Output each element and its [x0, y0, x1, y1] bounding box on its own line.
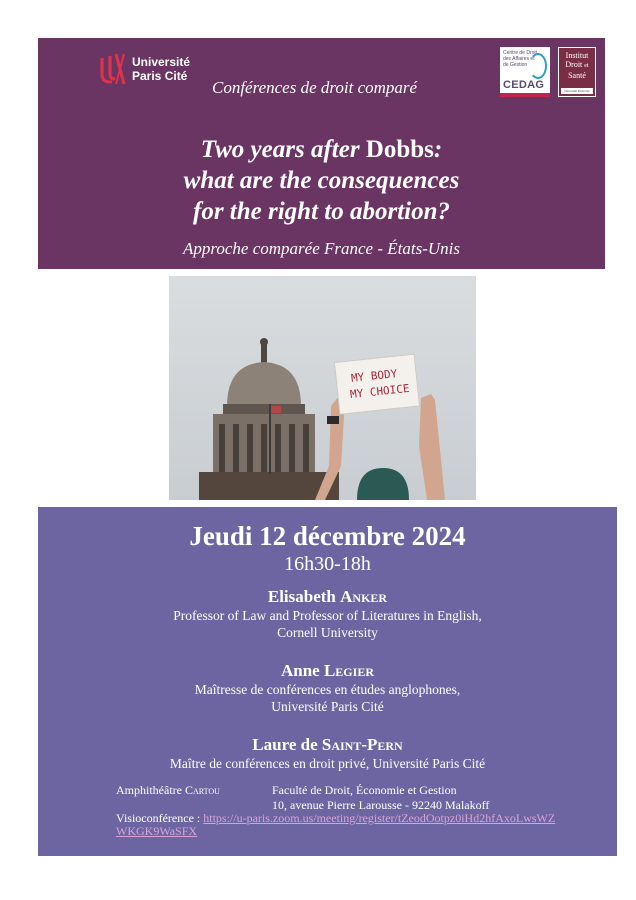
- capitol-protest-image: [169, 276, 476, 500]
- protest-photo: [169, 276, 476, 500]
- cedag-acronym: CEDAG: [503, 79, 545, 91]
- conference-title: Two years after Dobbs: what are the consequences for the right to abortion?: [183, 136, 460, 225]
- speaker-affiliation: Cornell University: [277, 625, 378, 640]
- speaker-affiliation: Université Paris Cité: [271, 699, 384, 714]
- cedag-logo: [500, 47, 550, 97]
- cedag-arc-icon: [529, 53, 547, 79]
- speaker-1: [38, 587, 617, 641]
- conference-subtitle: Approche comparée France - États-Unis: [183, 239, 460, 258]
- event-time: 16h30-18h: [284, 553, 371, 575]
- zoom-registration-link[interactable]: https://u-paris.zoom.us/meeting/register/tZeodOotpz0iHd2hfAxoLwsWZWKGK9WaSFX: [116, 811, 556, 838]
- visioconference: [116, 812, 566, 838]
- event-details-band: [38, 507, 617, 856]
- venue-faculty: Faculté de Droit, Économie et Gestion: [272, 783, 457, 797]
- speaker-2: [38, 661, 617, 715]
- universite-paris-cite-logo: [98, 52, 208, 88]
- ids-footer: Université Paris Cité: [561, 88, 593, 94]
- venue-address: [272, 783, 489, 813]
- institut-droit-sante-logo: Institut Droit et Santé Université Paris Cité: [558, 47, 596, 97]
- speaker-3: [38, 735, 617, 772]
- speaker-name: Elisabeth Anker: [267, 587, 388, 606]
- upc-emblem-icon: [98, 52, 128, 86]
- speaker-name: Anne Legier: [280, 661, 374, 680]
- series-title: Conférences de droit comparé: [212, 78, 418, 97]
- event-date: Jeudi 12 décembre 2024: [189, 521, 466, 551]
- speaker-affiliation: Maître de conférences en droit privé, Université Paris Cité: [169, 756, 486, 771]
- venue-room: Amphithéâtre Cartou: [116, 783, 220, 797]
- university-name: Université Paris Cité: [132, 55, 191, 83]
- speaker-affiliation: Professor of Law and Professor of Literatures in English,: [173, 608, 482, 623]
- header-band: [38, 38, 605, 269]
- sign-text-line1: MY BODY: [350, 367, 398, 385]
- sign-text-line2: MY CHOICE: [349, 381, 411, 402]
- cedag-bar: [500, 93, 550, 97]
- speaker-name: Laure de Saint-Pern: [252, 735, 403, 754]
- cedag-small-text: Centre de Droit des Affaires et de Gestion: [503, 50, 537, 68]
- dobbs-case-name: Dobbs: [365, 136, 434, 163]
- venue-street: 10, avenue Pierre Larousse - 92240 Malakoff: [272, 798, 490, 812]
- speaker-affiliation: Maîtresse de conférences en études anglophones,: [194, 682, 461, 697]
- visio-label: Visioconférence :: [116, 811, 204, 825]
